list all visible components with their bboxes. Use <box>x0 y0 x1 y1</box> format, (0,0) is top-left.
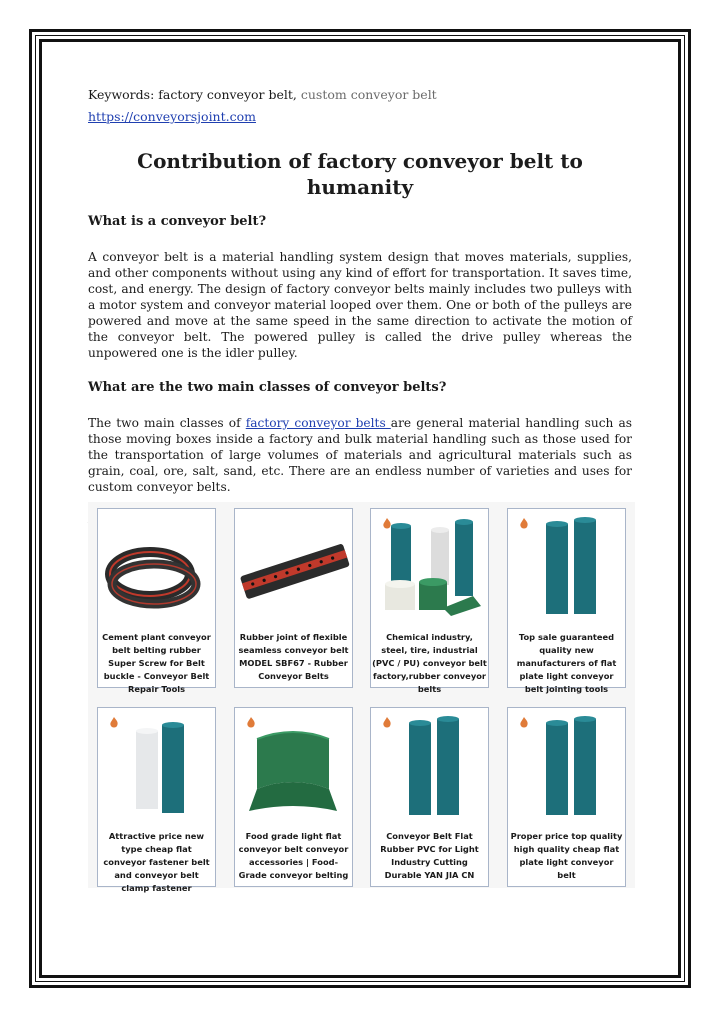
product-card[interactable] <box>507 707 626 887</box>
product-caption: Conveyor Belt Flat Rubber PVC for Light Industry Cutting Durable YAN JIA CN <box>380 831 479 880</box>
belt-rolls-image <box>373 711 486 826</box>
belt-rolls-image <box>510 711 623 826</box>
product-card[interactable] <box>370 508 489 694</box>
product-caption: Chemical industry, steel, tire, industrial (PVC / PU) conveyor belt factory,rubber conveyor belts <box>372 632 487 694</box>
section2-text-before: The two main classes of <box>88 416 246 430</box>
product-card[interactable] <box>234 508 353 688</box>
belt-rolls-image <box>373 512 486 627</box>
product-caption: Rubber joint of flexible seamless conveyor belt MODEL SBF67 - Rubber Conveyor Belts <box>238 632 349 681</box>
section2-paragraph <box>88 415 632 495</box>
section1-heading: What is a conveyor belt? <box>88 214 267 229</box>
keywords-line <box>88 86 632 104</box>
product-card[interactable] <box>97 707 216 893</box>
section1-paragraph: A conveyor belt is a material handling system design that moves materials, supplies, and other components without using any kind of effort for transportation. It saves time, cost, and energy. The design of factory conveyor belts mainly includes two pulleys with a motor system and conveyor material looped over them. One or both of the pulleys are powered and move at the same speed in the same direction to activate the motion of the conveyor belt. The powered pulley is called the drive pulley whereas the unpowered one is the idler pulley. <box>88 250 632 360</box>
green-belt-image <box>237 711 350 826</box>
keywords-label: Keywords: <box>88 87 155 102</box>
page-title: Contribution of factory conveyor belt to humanity <box>137 149 583 199</box>
product-gallery <box>88 502 635 893</box>
belt-strip-image <box>237 512 350 627</box>
product-card[interactable] <box>234 707 353 887</box>
belt-rolls-image <box>100 711 213 826</box>
website-link[interactable]: https://conveyorsjoint.com <box>88 109 256 124</box>
keyword-primary: factory conveyor belt, <box>158 87 297 102</box>
belt-roll-image <box>100 512 213 627</box>
product-caption: Attractive price new type cheap flat conveyor fastener belt and conveyor belt clamp fastener <box>103 831 210 893</box>
product-caption: Food grade light flat conveyor belt conveyor accessories | Food-Grade conveyor belting <box>238 831 349 880</box>
section2-heading: What are the two main classes of conveyor belts? <box>88 380 447 395</box>
product-caption: Cement plant conveyor belt belting rubber Super Screw for Belt buckle - Conveyor Belt Repair Tools <box>102 632 211 694</box>
document-body <box>88 86 632 559</box>
product-card[interactable] <box>370 707 489 887</box>
product-caption: Proper price top quality high quality cheap flat plate light conveyor belt <box>510 831 623 880</box>
product-caption: Top sale guaranteed quality new manufacturers of flat plate light conveyor belt jointing tools <box>516 632 617 694</box>
factory-conveyor-belts-link[interactable]: factory conveyor belts <box>245 416 391 430</box>
section2-text-after: are general material handling such as those moving boxes inside a factory and bulk material handling such as those used for the transportation of large volumes of materials and agricultural materials such as grain, coal, ore, salt, sand, etc. There are an endless number of varieties and uses for custom conveyor belts. <box>88 416 632 494</box>
product-card[interactable] <box>507 508 626 694</box>
product-card[interactable] <box>97 508 216 694</box>
belt-rolls-image <box>510 512 623 627</box>
keyword-secondary: custom conveyor belt <box>300 87 437 102</box>
